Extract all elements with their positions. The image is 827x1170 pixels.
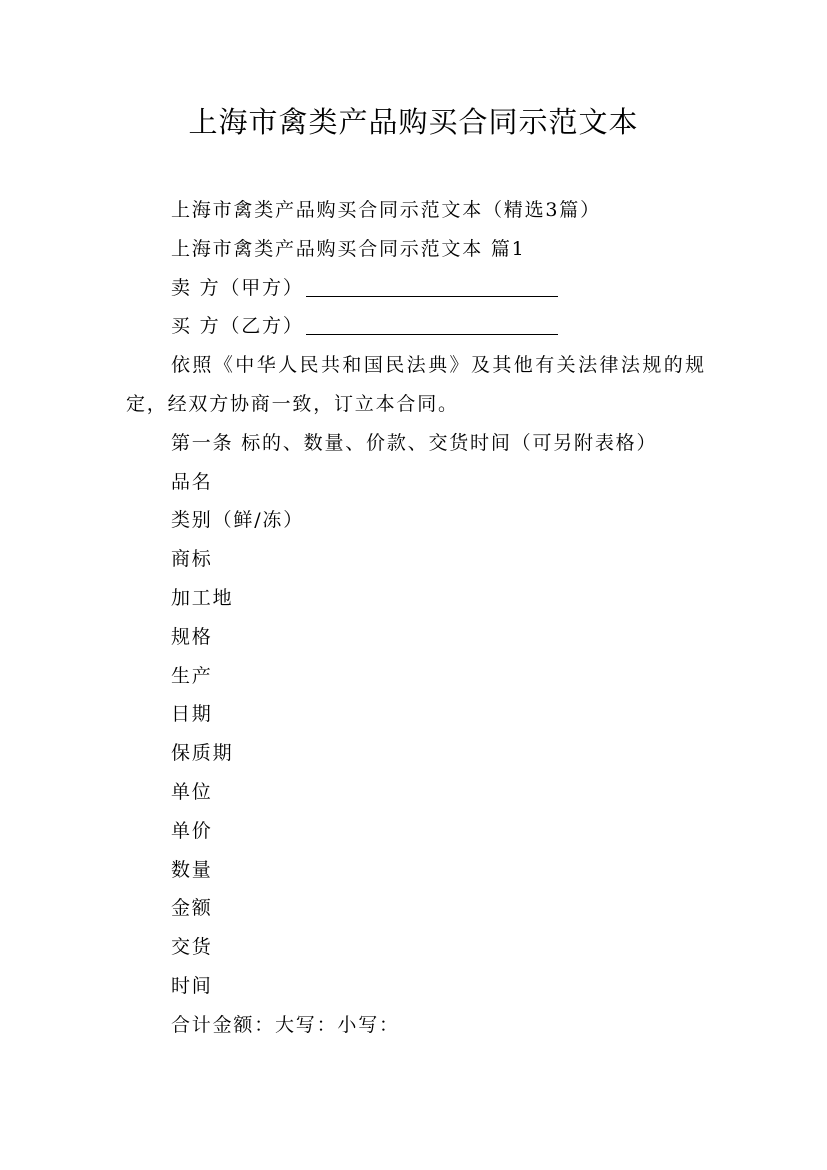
field-item: 数量 — [171, 858, 213, 881]
document-body — [126, 191, 706, 1045]
field-item: 生产 — [171, 664, 213, 687]
field-item: 类别（鲜/冻） — [171, 509, 305, 532]
buyer-blank-line — [306, 314, 558, 335]
field-item: 商标 — [171, 548, 213, 571]
seller-line — [126, 269, 706, 308]
field-item: 单价 — [171, 819, 213, 842]
seller-label: 卖 方（甲方） — [171, 276, 304, 299]
buyer-label: 买 方（乙方） — [171, 315, 304, 338]
section-heading: 上海市禽类产品购买合同示范文本 篇1 — [171, 237, 526, 260]
buyer-line — [126, 307, 706, 346]
intro-paragraph: 依照《中华人民共和国民法典》及其他有关法律法规的规定，经双方协商一致，订立本合同。 — [126, 354, 706, 415]
field-item: 保质期 — [171, 742, 234, 765]
article-1-heading: 第一条 标的、数量、价款、交货时间（可另附表格） — [171, 431, 658, 454]
field-item: 时间 — [171, 974, 213, 997]
field-item: 单位 — [171, 780, 213, 803]
document-subtitle: 上海市禽类产品购买合同示范文本（精选3篇） — [171, 199, 601, 221]
field-item: 金额 — [171, 897, 213, 920]
field-item: 加工地 — [171, 586, 234, 609]
field-item: 规格 — [171, 625, 213, 648]
field-item: 交货 — [171, 936, 213, 959]
document-title: 上海市禽类产品购买合同示范文本 — [188, 105, 639, 139]
seller-blank-line — [306, 276, 558, 297]
field-item: 日期 — [171, 703, 213, 726]
field-item: 品名 — [171, 470, 213, 493]
total-amount-line: 合计金额：大写：小写： — [171, 1013, 400, 1036]
